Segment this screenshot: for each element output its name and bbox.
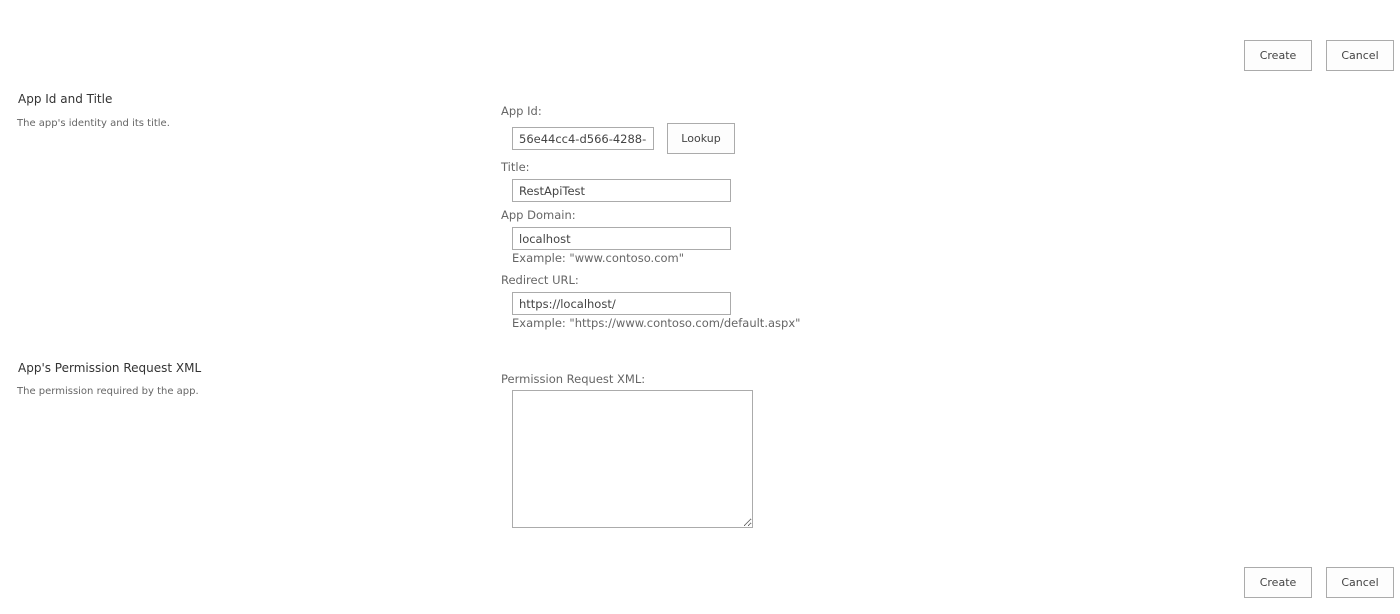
app-domain-input[interactable] xyxy=(512,227,731,250)
title-input[interactable] xyxy=(512,179,731,202)
section-desc-app-id: The app's identity and its title. xyxy=(17,118,170,129)
section-title-app-id: App Id and Title xyxy=(18,92,113,106)
redirect-url-label: Redirect URL: xyxy=(501,273,579,287)
permission-xml-textarea[interactable] xyxy=(512,390,753,528)
cancel-button-top[interactable]: Cancel xyxy=(1326,40,1394,71)
app-domain-label: App Domain: xyxy=(501,208,576,222)
title-label: Title: xyxy=(501,160,530,174)
section-title-permission-xml: App's Permission Request XML xyxy=(18,361,202,375)
create-button-top[interactable]: Create xyxy=(1244,40,1312,71)
create-button-bottom[interactable]: Create xyxy=(1244,567,1312,598)
app-id-input[interactable] xyxy=(512,127,654,150)
lookup-button[interactable]: Lookup xyxy=(667,123,735,154)
section-desc-permission-xml: The permission required by the app. xyxy=(17,386,199,397)
app-domain-hint: Example: "www.contoso.com" xyxy=(512,251,685,265)
cancel-button-bottom[interactable]: Cancel xyxy=(1326,567,1394,598)
app-id-label: App Id: xyxy=(501,104,542,118)
redirect-url-hint: Example: "https://www.contoso.com/default.aspx" xyxy=(512,316,801,330)
permission-xml-label: Permission Request XML: xyxy=(501,372,646,386)
redirect-url-input[interactable] xyxy=(512,292,731,315)
